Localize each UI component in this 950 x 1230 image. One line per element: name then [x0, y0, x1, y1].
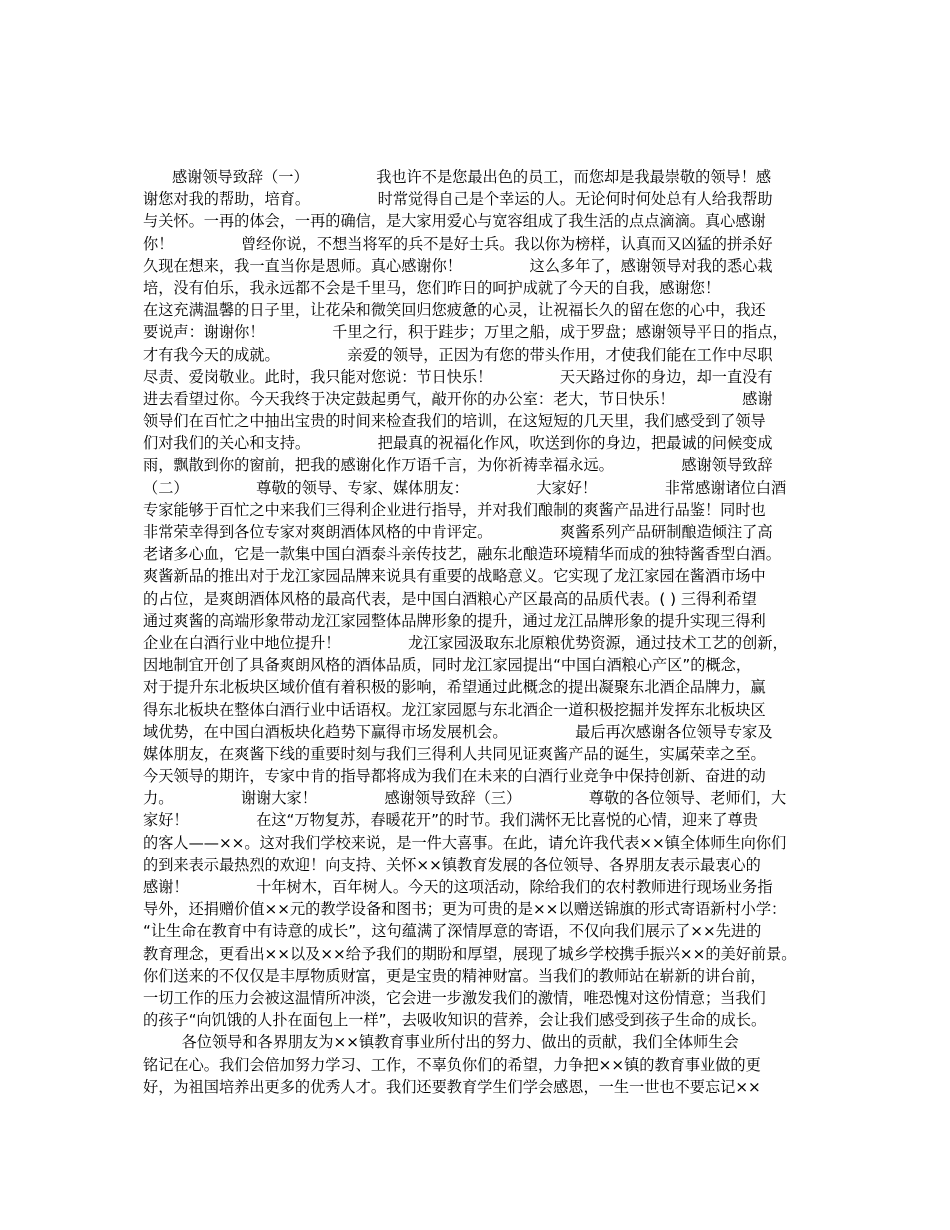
- text-line: 感谢！ 十年树木，百年树人。今天的这项活动，除给我们的农村教师进行现场业务指: [143, 878, 773, 896]
- text-line: 好，为祖国培养出更多的优秀人才。我们还要教育学生们学会感恩，一生一世也不要忘记××: [143, 1077, 761, 1096]
- text-line: 在这充满温馨的日子里，让花朵和微笑回归您疲惫的心灵，让祝福长久的留在您的心中，我还: [143, 301, 766, 320]
- text-line: 的占位，是爽朗酒体风格的最高代表，是中国白酒粮心产区最高的品质代表。( ) 三得利希望: [143, 589, 757, 608]
- text-line: 对于提升东北板块区域价值有着积极的影响，希望通过此概念的提出凝聚东北酒企品牌力，赢: [143, 678, 766, 697]
- text-line: 你！ 曾经你说，不想当将军的兵不是好士兵。我以你为榜样，认真而又凶猛的拼杀好: [143, 234, 773, 253]
- text-line: 尽责、爱岗敬业。此时，我只能对您说：节日快乐！ 天天路过你的身边，却一直没有: [143, 367, 773, 386]
- text-line: 培，没有伯乐，我永远都不会是千里马，您们昨日的呵护成就了今天的自我，感谢您！: [143, 278, 721, 297]
- document-body: [143, 166, 823, 1098]
- text-line: 的孩子“向饥饿的人扑在面包上一样”，去吸收知识的营养，会让我们感受到孩子生命的成长。: [143, 1011, 767, 1030]
- text-line: 家好！ 在这“万物复苏，春暖花开”的时节。我们满怀无比喜悦的心情，迎来了尊贵: [143, 811, 758, 830]
- text-line: 的客人——××。这对我们学校来说，是一件大喜事。在此，请允许我代表××镇全体师生向你们: [143, 833, 787, 852]
- text-line: 域优势，在中国白酒板块化趋势下赢得市场发展机会。 最后再次感谢各位领导专家及: [143, 722, 773, 741]
- text-line: 们对我们的关心和支持。 把最真的祝福化作风，吹送到你的身边，把最诚的问候变成: [143, 434, 773, 453]
- text-line: （二） 尊敬的领导、专家、媒体朋友： 大家好！ 非常感谢诸位白酒: [143, 478, 787, 497]
- text-line: 通过爽酱的高端形象带动龙江家园整体品牌形象的提升，通过龙江品牌形象的提升实现三得利: [143, 611, 766, 630]
- text-line: 爽酱新品的推出对于龙江家园品牌来说具有重要的战略意义。它实现了龙江家园在酱酒市场中: [143, 567, 766, 586]
- text-line: “让生命在教育中有诗意的成长”，这句蕴满了深情厚意的寄语，不仅向我们展示了××先进的: [143, 922, 762, 941]
- text-line: 进去看望过你。今天我终于决定鼓起勇气，敲开你的办公室：老大，节日快乐！ 感谢: [143, 389, 773, 408]
- text-line: 力。 谢谢大家！ 感谢领导致辞（三） 尊敬的各位领导、老师们，大: [143, 789, 787, 808]
- text-line: 一切工作的压力会被这温情所冲淡，它会进一步激发我们的激情，唯恐愧对这份情意；当我们: [143, 988, 766, 1007]
- text-line: 非常荣幸得到各位专家对爽朗酒体风格的中肯评定。 爽酱系列产品研制酿造倾注了高: [143, 523, 773, 541]
- text-line: 谢您对我的帮助，培育。 时常觉得自己是个幸运的人。无论何时何处总有人给我帮助: [143, 190, 773, 209]
- text-line: 老诸多心血，它是一款集中国白酒泰斗亲传技艺，融东北酿造环境精华而成的独特酱香型白酒。: [143, 545, 781, 564]
- text-line: 领导们在百忙之中抽出宝贵的时间来检查我们的培训，在这短短的几天里，我们感受到了领导: [143, 412, 766, 431]
- text-line: 因地制宜开创了具备爽朗风格的酒体品质，同时龙江家园提出“中国白酒粮心产区”的概念，: [143, 656, 752, 675]
- text-line: 的到来表示最热烈的欢迎！向支持、关怀××镇教育发展的各位领导、各界朋友表示最衷心的: [143, 855, 761, 874]
- text-line: 要说声：谢谢你！ 千里之行，积于跬步；万里之船，成于罗盘；感谢领导平日的指点，: [143, 323, 788, 342]
- text-line: 企业在白酒行业中地位提升！ 龙江家园汲取东北原粮优势资源，通过技术工艺的创新，: [143, 633, 788, 652]
- text-line: 导外，还捐赠价值××元的教学设备和图书；更为可贵的是××以赠送锦旗的形式寄语新村小学：: [143, 900, 787, 919]
- text-line: 感谢领导致辞（一） 我也许不是您最出色的员工，而您却是我最崇敬的领导！感: [143, 168, 772, 186]
- text-line: 与关怀。一再的体会，一再的确信，是大家用爱心与宽容组成了我生活的点点滴滴。真心感谢: [143, 212, 766, 231]
- text-line: 媒体朋友，在爽酱下线的重要时刻与我们三得利人共同见证爽酱产品的诞生，实属荣幸之至。: [143, 744, 766, 763]
- text-line: 铭记在心。我们会倍加努力学习、工作，不辜负你们的希望，力争把××镇的教育事业做的更: [143, 1055, 761, 1074]
- text-line: 久现在想来，我一直当你是恩师。真心感谢你！ 这么多年了，感谢领导对我的悉心栽: [143, 256, 773, 275]
- text-line: 今天领导的期许，专家中肯的指导都将成为我们在未来的白酒行业竞争中保持创新、奋进的动: [143, 767, 766, 786]
- text-line: 雨，飘散到你的窗前，把我的感谢化作万语千言，为你祈祷幸福永远。 感谢领导致辞: [143, 456, 773, 475]
- text-line: 才有我今天的成就。 亲爱的领导，正因为有您的带头作用，才使我们能在工作中尽职: [143, 345, 773, 364]
- text-line: 你们送来的不仅仅是丰厚物质财富，更是宝贵的精神财富。当我们的教师站在崭新的讲台前，: [143, 966, 766, 985]
- text-line: 教育理念，更看出××以及××给予我们的期盼和厚望，展现了城乡学校携手振兴××的美好前景。: [143, 944, 797, 963]
- text-line: 各位领导和各界朋友为××镇教育事业所付出的努力、做出的贡献，我们全体师生会: [143, 1033, 739, 1052]
- text-line: 得东北板块在整体白酒行业中话语权。龙江家园愿与东北酒企一道积极挖掘并发挥东北板块区: [143, 700, 766, 719]
- text-line: 专家能够于百忙之中来我们三得利企业进行指导，并对我们酿制的爽酱产品进行品鉴！同时也: [143, 500, 766, 519]
